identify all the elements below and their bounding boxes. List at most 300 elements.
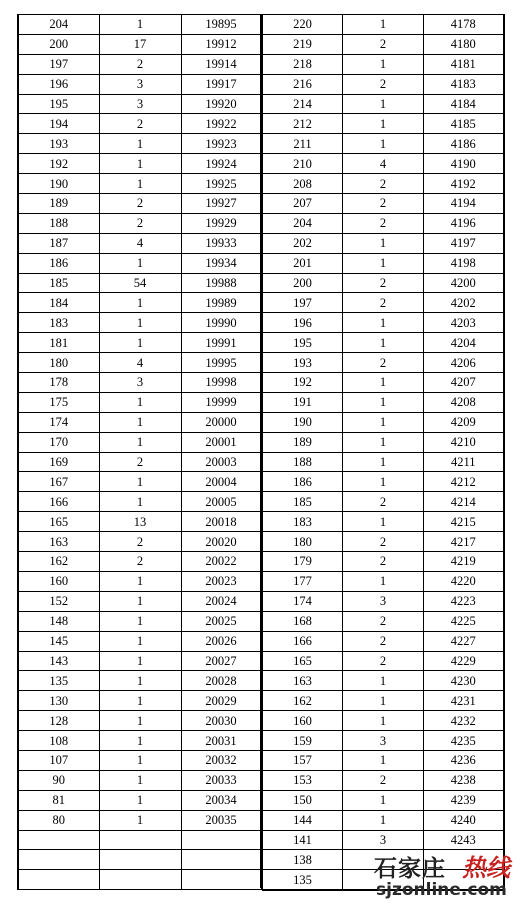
table-cell: 188 [263,452,343,472]
table-cell: 3 [99,373,181,393]
table-cell: 4181 [424,54,504,74]
table-cell: 4198 [424,253,504,273]
table-cell: 4210 [424,432,504,452]
table-row [18,671,261,691]
table-cell: 1 [99,790,181,810]
watermark-hotline: 热线 [462,853,510,882]
table-cell: 20024 [181,591,261,611]
table-cell: 4214 [424,492,504,512]
table-cell: 19917 [181,74,261,94]
table-cell: 4215 [424,512,504,532]
table-cell: 4204 [424,333,504,353]
table-cell: 189 [263,432,343,452]
table-cell: 167 [18,472,99,492]
table-row [263,174,504,194]
table-cell: 168 [263,611,343,631]
table-cell: 170 [18,432,99,452]
table-row [18,452,261,472]
table-cell: 19920 [181,94,261,114]
table-cell: 1 [99,412,181,432]
table-row [263,711,504,731]
table-row [263,134,504,154]
table-cell: 159 [263,731,343,751]
table-cell: 1 [99,770,181,790]
table-row [18,611,261,631]
table-cell: 20023 [181,571,261,591]
table-cell: 2 [343,293,424,313]
table-row [263,194,504,214]
table-cell: 2 [99,552,181,572]
table-row [263,253,504,273]
table-cell: 208 [263,174,343,194]
table-row [18,134,261,154]
table-cell: 4197 [424,233,504,253]
table-cell: 4239 [424,790,504,810]
table-cell: 1 [99,731,181,751]
table-cell: 180 [18,353,99,373]
table-cell: 1 [343,253,424,273]
table-cell: 185 [263,492,343,512]
table-cell: 177 [263,571,343,591]
table-cell: 1 [99,591,181,611]
table-cell: 20027 [181,651,261,671]
table-cell: 1 [343,750,424,770]
table-cell: 2 [343,194,424,214]
table-row [263,94,504,114]
table-cell [181,830,261,850]
table-cell: 19995 [181,353,261,373]
table-row [18,213,261,233]
table-cell: 1 [99,253,181,273]
table-cell: 4227 [424,631,504,651]
table-cell: 1 [99,691,181,711]
table-cell: 1 [343,810,424,830]
table-cell: 4180 [424,34,504,54]
table-cell: 20022 [181,552,261,572]
table-cell: 19998 [181,373,261,393]
table-cell: 4240 [424,810,504,830]
table-cell: 20020 [181,532,261,552]
table-cell: 4229 [424,651,504,671]
watermark-url: sjzonline.com [376,880,507,900]
table-cell: 162 [263,691,343,711]
table-cell: 4238 [424,770,504,790]
table-cell: 20001 [181,432,261,452]
table-cell: 2 [99,194,181,214]
table-row [18,273,261,293]
table-cell: 175 [18,392,99,412]
table-row [18,154,261,174]
table-cell: 1 [99,154,181,174]
table-cell: 20028 [181,671,261,691]
table-cell: 3 [343,591,424,611]
table-cell: 3 [343,830,424,850]
table-cell: 4185 [424,114,504,134]
table-row [263,611,504,631]
table-cell: 211 [263,134,343,154]
table-cell: 19988 [181,273,261,293]
table-cell: 2 [343,34,424,54]
table-cell: 1 [343,432,424,452]
table-cell: 157 [263,750,343,770]
table-cell: 2 [99,54,181,74]
table-cell: 4196 [424,213,504,233]
table-cell: 1 [99,15,181,35]
table-cell: 219 [263,34,343,54]
table-cell: 193 [263,353,343,373]
table-cell: 174 [18,412,99,432]
table-cell: 19922 [181,114,261,134]
table-cell: 4207 [424,373,504,393]
table-cell: 197 [263,293,343,313]
table-row [263,750,504,770]
table-cell: 195 [18,94,99,114]
table-cell: 4220 [424,571,504,591]
table-row [263,631,504,651]
table-cell: 174 [263,591,343,611]
table-cell: 1 [343,114,424,134]
table-cell: 1 [99,472,181,492]
table-row [18,333,261,353]
table-cell: 4212 [424,472,504,492]
table-cell [18,870,99,890]
table-cell: 1 [343,452,424,472]
table-cell: 166 [18,492,99,512]
table-cell: 107 [18,750,99,770]
table-cell: 1 [99,651,181,671]
table-cell: 20029 [181,691,261,711]
table-row [263,452,504,472]
table-cell: 214 [263,94,343,114]
table-cell: 220 [263,15,343,35]
right-table-body [263,15,504,891]
table-cell: 196 [18,74,99,94]
table-cell [18,850,99,870]
table-row [263,731,504,751]
table-row [18,591,261,611]
table-cell: 20004 [181,472,261,492]
table-cell: 20005 [181,492,261,512]
table-cell: 2 [343,174,424,194]
table-cell: 19934 [181,253,261,273]
table-cell: 1 [343,54,424,74]
table-row [18,770,261,790]
table-cell [181,870,261,890]
table-cell: 3 [99,94,181,114]
table-row [18,512,261,532]
table-row [18,571,261,591]
table-cell: 184 [18,293,99,313]
table-cell: 165 [18,512,99,532]
table-row [18,651,261,671]
table-row [18,472,261,492]
table-cell: 2 [343,552,424,572]
left-score-table [17,14,262,890]
table-cell: 20026 [181,631,261,651]
table-cell: 108 [18,731,99,751]
table-cell: 4186 [424,134,504,154]
table-cell: 201 [263,253,343,273]
table-cell: 4243 [424,830,504,850]
table-cell: 4225 [424,611,504,631]
table-row [263,293,504,313]
table-cell: 1 [343,313,424,333]
table-cell: 183 [18,313,99,333]
table-row [18,731,261,751]
table-row [18,94,261,114]
table-cell: 19990 [181,313,261,333]
table-row [263,512,504,532]
table-cell: 2 [343,353,424,373]
table-cell: 20032 [181,750,261,770]
table-cell: 183 [263,512,343,532]
table-cell: 135 [263,870,343,890]
table-cell: 4217 [424,532,504,552]
table-cell: 189 [18,194,99,214]
table-cell: 1 [99,333,181,353]
table-cell: 181 [18,333,99,353]
table-row [263,691,504,711]
table-row [263,770,504,790]
table-cell: 4 [99,233,181,253]
table-cell: 19924 [181,154,261,174]
table-row [263,432,504,452]
watermark-site-name: 石家庄 [374,856,446,882]
table-row [263,213,504,233]
table-cell: 128 [18,711,99,731]
table-cell: 4194 [424,194,504,214]
table-cell: 195 [263,333,343,353]
table-cell: 210 [263,154,343,174]
table-row [18,790,261,810]
table-cell: 179 [263,552,343,572]
table-row [18,830,261,850]
table-row [263,313,504,333]
table-cell: 4200 [424,273,504,293]
table-row [263,591,504,611]
watermark-logo [374,850,520,902]
table-cell: 2 [99,452,181,472]
table-cell: 4183 [424,74,504,94]
table-row [18,233,261,253]
table-cell [181,850,261,870]
table-cell: 207 [263,194,343,214]
table-cell: 190 [18,174,99,194]
table-cell: 1 [343,790,424,810]
table-cell: 4184 [424,94,504,114]
table-cell: 187 [18,233,99,253]
table-row [18,631,261,651]
table-cell [18,830,99,850]
table-cell: 20003 [181,452,261,472]
table-cell: 19923 [181,134,261,154]
table-cell: 1 [343,15,424,35]
table-cell: 20018 [181,512,261,532]
table-cell: 160 [18,571,99,591]
table-cell: 1 [99,711,181,731]
table-row [263,412,504,432]
table-cell: 1 [343,671,424,691]
table-row [263,154,504,174]
table-cell: 1 [343,373,424,393]
table-cell: 212 [263,114,343,134]
table-row [18,691,261,711]
table-cell: 1 [99,492,181,512]
table-cell: 166 [263,631,343,651]
table-row [263,373,504,393]
table-row [18,74,261,94]
table-row [18,412,261,432]
table-cell: 218 [263,54,343,74]
table-cell: 4211 [424,452,504,472]
table-cell: 1 [343,94,424,114]
table-cell: 2 [343,74,424,94]
table-cell: 20033 [181,770,261,790]
table-cell: 1 [99,392,181,412]
table-cell: 81 [18,790,99,810]
table-cell: 19999 [181,392,261,412]
table-row [263,233,504,253]
table-cell: 200 [18,34,99,54]
table-cell: 20000 [181,412,261,432]
table-cell: 19989 [181,293,261,313]
table-cell: 194 [18,114,99,134]
table-cell: 4208 [424,392,504,412]
table-cell: 13 [99,512,181,532]
table-cell: 20030 [181,711,261,731]
table-row [263,552,504,572]
table-row [18,492,261,512]
table-row [263,273,504,293]
table-row [18,174,261,194]
table-cell: 2 [343,213,424,233]
table-cell: 1 [99,571,181,591]
table-cell: 188 [18,213,99,233]
table-cell: 19895 [181,15,261,35]
table-row [18,750,261,770]
table-cell: 216 [263,74,343,94]
table-row [263,392,504,412]
table-cell: 4236 [424,750,504,770]
table-cell: 4235 [424,731,504,751]
table-cell: 20025 [181,611,261,631]
table-cell: 165 [263,651,343,671]
table-row [263,34,504,54]
table-cell: 192 [18,154,99,174]
table-cell: 138 [263,850,343,870]
table-cell: 186 [18,253,99,273]
table-cell: 2 [343,532,424,552]
table-row [18,810,261,830]
table-cell: 135 [18,671,99,691]
table-cell: 4 [99,353,181,373]
table-cell: 186 [263,472,343,492]
table-cell: 4219 [424,552,504,572]
table-cell: 130 [18,691,99,711]
table-cell: 19933 [181,233,261,253]
table-cell: 169 [18,452,99,472]
table-row [263,114,504,134]
table-row [18,54,261,74]
table-cell: 2 [99,114,181,134]
table-cell: 19925 [181,174,261,194]
table-cell: 143 [18,651,99,671]
table-cell: 180 [263,532,343,552]
table-row [263,472,504,492]
table-cell: 4231 [424,691,504,711]
table-cell: 191 [263,392,343,412]
table-cell: 2 [99,213,181,233]
table-row [263,353,504,373]
table-cell: 178 [18,373,99,393]
table-row [18,34,261,54]
table-cell: 90 [18,770,99,790]
table-cell: 196 [263,313,343,333]
table-cell: 1 [343,392,424,412]
table-cell: 162 [18,552,99,572]
table-cell: 2 [343,273,424,293]
table-cell: 197 [18,54,99,74]
table-row [18,15,261,35]
table-cell: 1 [343,472,424,492]
table-row [18,432,261,452]
table-row [263,651,504,671]
table-cell: 1 [99,313,181,333]
table-cell: 141 [263,830,343,850]
table-cell: 163 [18,532,99,552]
left-table-body [18,15,261,890]
table-cell: 1 [99,631,181,651]
table-row [18,552,261,572]
table-cell: 2 [343,631,424,651]
table-cell: 1 [343,233,424,253]
table-cell: 153 [263,770,343,790]
table-cell: 2 [343,611,424,631]
table-cell: 4209 [424,412,504,432]
table-cell: 3 [99,74,181,94]
table-row [263,571,504,591]
table-cell: 1 [343,412,424,432]
table-cell: 1 [99,432,181,452]
table-cell: 17 [99,34,181,54]
table-row [263,333,504,353]
table-row [18,114,261,134]
table-row [263,74,504,94]
table-cell: 1 [343,711,424,731]
table-cell: 160 [263,711,343,731]
table-row [18,373,261,393]
table-cell [99,850,181,870]
table-row [18,313,261,333]
table-row [18,293,261,313]
table-cell: 19914 [181,54,261,74]
right-score-table [262,14,505,891]
table-cell: 80 [18,810,99,830]
table-cell: 19929 [181,213,261,233]
table-cell: 1 [343,512,424,532]
table-cell: 4 [343,154,424,174]
table-cell: 150 [263,790,343,810]
table-cell: 1 [343,333,424,353]
table-cell: 185 [18,273,99,293]
table-cell: 163 [263,671,343,691]
table-row [18,532,261,552]
table-cell: 1 [99,671,181,691]
table-cell: 2 [343,770,424,790]
table-cell: 202 [263,233,343,253]
table-cell: 1 [99,750,181,770]
table-cell: 204 [263,213,343,233]
